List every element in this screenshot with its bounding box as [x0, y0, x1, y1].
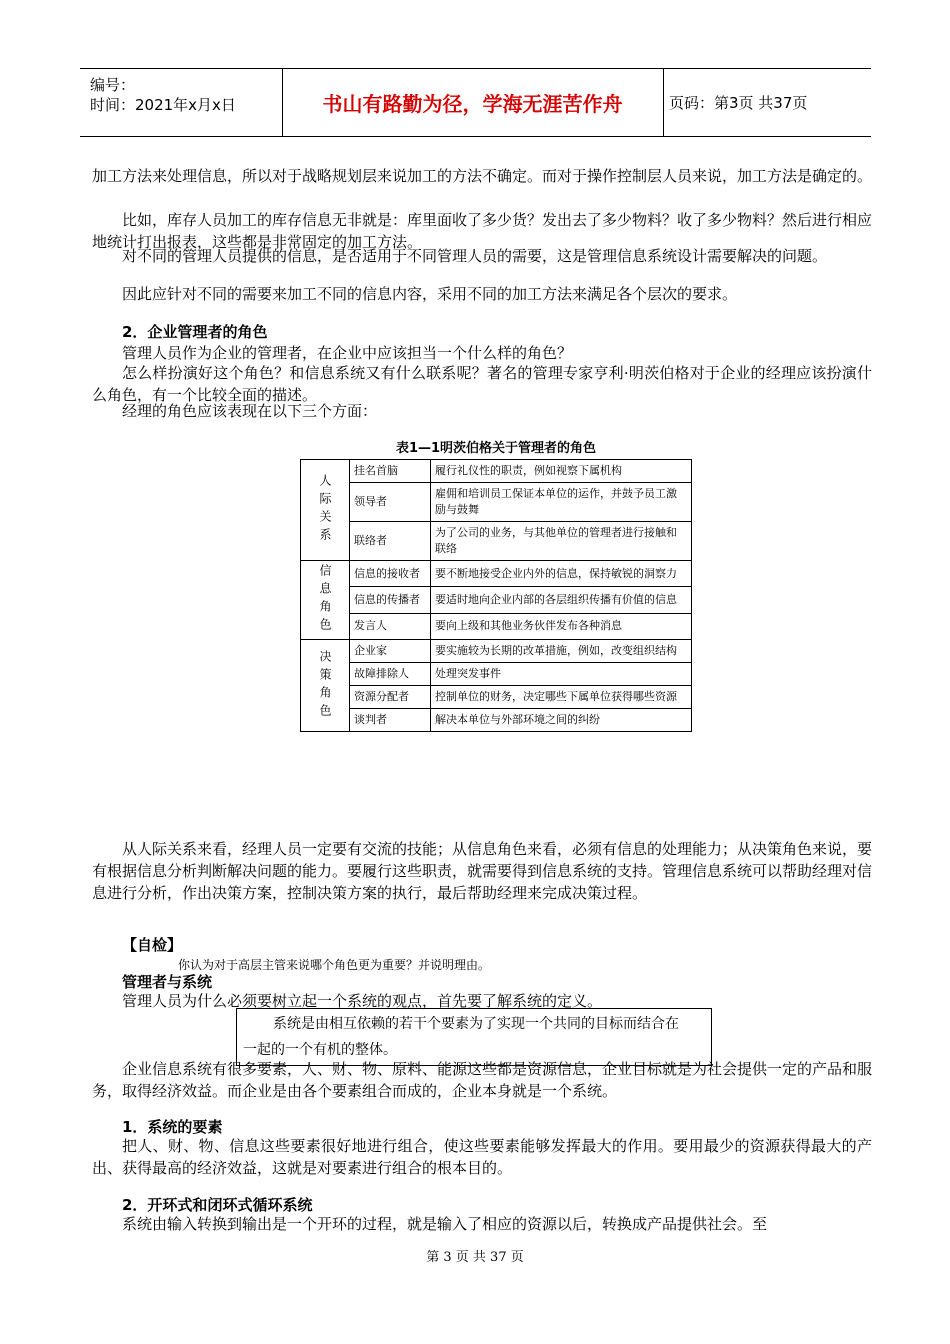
paragraph: 加工方法来处理信息，所以对于战略规划层来说加工的方法不确定。而对于操作控制层人员来说，加工方法是确定的。	[92, 167, 873, 185]
definition-line: 系统是由相互依赖的若干个要素为了实现一个共同的目标而结合在	[273, 1016, 679, 1032]
header-meta	[90, 75, 236, 115]
role-description-cell: 解决本单位与外部环境之间的纠纷	[431, 709, 692, 732]
role-group-cell: 决策角色	[301, 640, 350, 732]
role-name-cell: 谈判者	[350, 709, 431, 732]
role-name-cell: 信息的接收者	[350, 561, 431, 587]
paragraph: 因此应针对不同的需要来加工不同的信息内容，采用不同的加工方法来满足各个层次的要求。	[122, 285, 738, 303]
paragraph: 怎么样扮演好这个角色？和信息系统又有什么联系呢？著名的管理专家亨利·明茨伯格对于企业的经理应该扮演什么角色，有一个比较全面的描述。	[92, 364, 872, 404]
self-check-label: 【自检】	[122, 936, 183, 954]
document-date: 时间：2021年x月x日	[90, 96, 236, 114]
role-name-cell: 企业家	[350, 640, 431, 663]
role-name-cell: 发言人	[350, 613, 431, 639]
role-name-cell: 资源分配者	[350, 686, 431, 709]
role-description-cell: 处理突发事件	[431, 663, 692, 686]
role-name-cell: 联络者	[350, 522, 431, 561]
table-row	[301, 587, 692, 613]
role-description-cell: 要实施较为长期的改革措施，例如，改变组织结构	[431, 640, 692, 663]
role-name-cell: 领导者	[350, 483, 431, 522]
section-heading: 管理者与系统	[122, 973, 213, 991]
table-row	[301, 483, 692, 522]
role-description-cell: 履行礼仪性的职责，例如视察下属机构	[431, 460, 692, 483]
paragraph: 经理的角色应该表现在以下三个方面：	[122, 402, 378, 420]
section-heading: 2．开环式和闭环式循环系统	[122, 1196, 313, 1214]
table-row	[301, 640, 692, 663]
table-row	[301, 663, 692, 686]
document-code: 编号：	[90, 76, 136, 94]
table-row	[301, 613, 692, 639]
paragraph: 企业信息系统有很多要素，人、财、物、原料、能源这些都是资源信息，企业目标就是为社会提供一定的产品和服务，取得经济效益。而企业是由各个要素组合而成的，企业本身就是一个系统。	[92, 1060, 873, 1100]
paragraph: 从人际关系来看，经理人员一定要有交流的技能；从信息角色来看，必须有信息的处理能力；从决策角色来说，要有根据信息分析判断解决问题的能力。要履行这些职责，就需要得到信息系统的支持。管理信息系统可以帮助经理对信息进行分析，作出决策方案，控制决策方案的执行，最后帮助经理来完成决策过程。	[92, 840, 873, 902]
self-check-question: 你认为对于高层主管来说哪个角色更为重要？并说明理由。	[178, 958, 491, 972]
paragraph: 管理人员为什么必须要树立起一个系统的观点，首先要了解系统的定义。	[122, 992, 603, 1010]
role-description-cell: 要适时地向企业内部的各层组织传播有价值的信息	[431, 587, 692, 613]
definition-line: 一起的一个有机的整体。	[243, 1042, 397, 1058]
table-row	[301, 709, 692, 732]
role-description-cell: 为了公司的业务，与其他单位的管理者进行接触和联络	[431, 522, 692, 561]
table-row	[301, 460, 692, 483]
page-header	[80, 68, 871, 137]
header-motto: 书山有路勤为径，学海无涯苦作舟	[322, 92, 623, 116]
role-group-cell: 信息角色	[301, 561, 350, 640]
role-description-cell: 雇佣和培训员工保证本单位的运作，并鼓予员工激励与鼓舞	[431, 483, 692, 522]
table-row	[301, 686, 692, 709]
paragraph: 管理人员作为企业的管理者，在企业中应该担当一个什么样的角色？	[122, 344, 573, 362]
role-name-cell: 挂名首脑	[350, 460, 431, 483]
paragraph: 把人、财、物、信息这些要素很好地进行组合，使这些要素能够发挥最大的作用。要用最少的资源获得最大的产出、获得最高的经济效益，这就是对要素进行组合的根本目的。	[92, 1137, 872, 1177]
role-name-cell: 故障排除人	[350, 663, 431, 686]
header-page-info: 页码：第3页 共37页	[669, 94, 808, 112]
paragraph: 对不同的管理人员提供的信息，是否适用于不同管理人员的需要，这是管理信息系统设计需要解决的问题。	[122, 247, 828, 265]
role-group-cell: 人际关系	[301, 460, 350, 561]
role-description-cell: 要不断地接受企业内外的信息，保持敏锐的洞察力	[431, 561, 692, 587]
table-row	[301, 522, 692, 561]
table-row	[301, 561, 692, 587]
paragraph: 比如，库存人员加工的库存信息无非就是：库里面收了多少货？发出去了多少物料？收了多少物料？然后进行相应地统计打出报表，这些都是非常固定的加工方法。	[92, 211, 873, 251]
section-heading: 2．企业管理者的角色	[122, 323, 268, 341]
table-caption: 表1—1明茨伯格关于管理者的角色	[395, 441, 597, 456]
role-description-cell: 要向上级和其他业务伙伴发布各种消息	[431, 613, 692, 639]
role-name-cell: 信息的传播者	[350, 587, 431, 613]
paragraph: 系统由输入转换到输出是一个开环的过程，就是输入了相应的资源以后，转换成产品提供社会。至	[122, 1215, 768, 1233]
section-heading: 1．系统的要素	[122, 1118, 223, 1136]
page-footer: 第 3 页 共 37 页	[426, 1250, 524, 1265]
roles-table	[300, 459, 692, 732]
role-description-cell: 控制单位的财务，决定哪些下属单位获得哪些资源	[431, 686, 692, 709]
